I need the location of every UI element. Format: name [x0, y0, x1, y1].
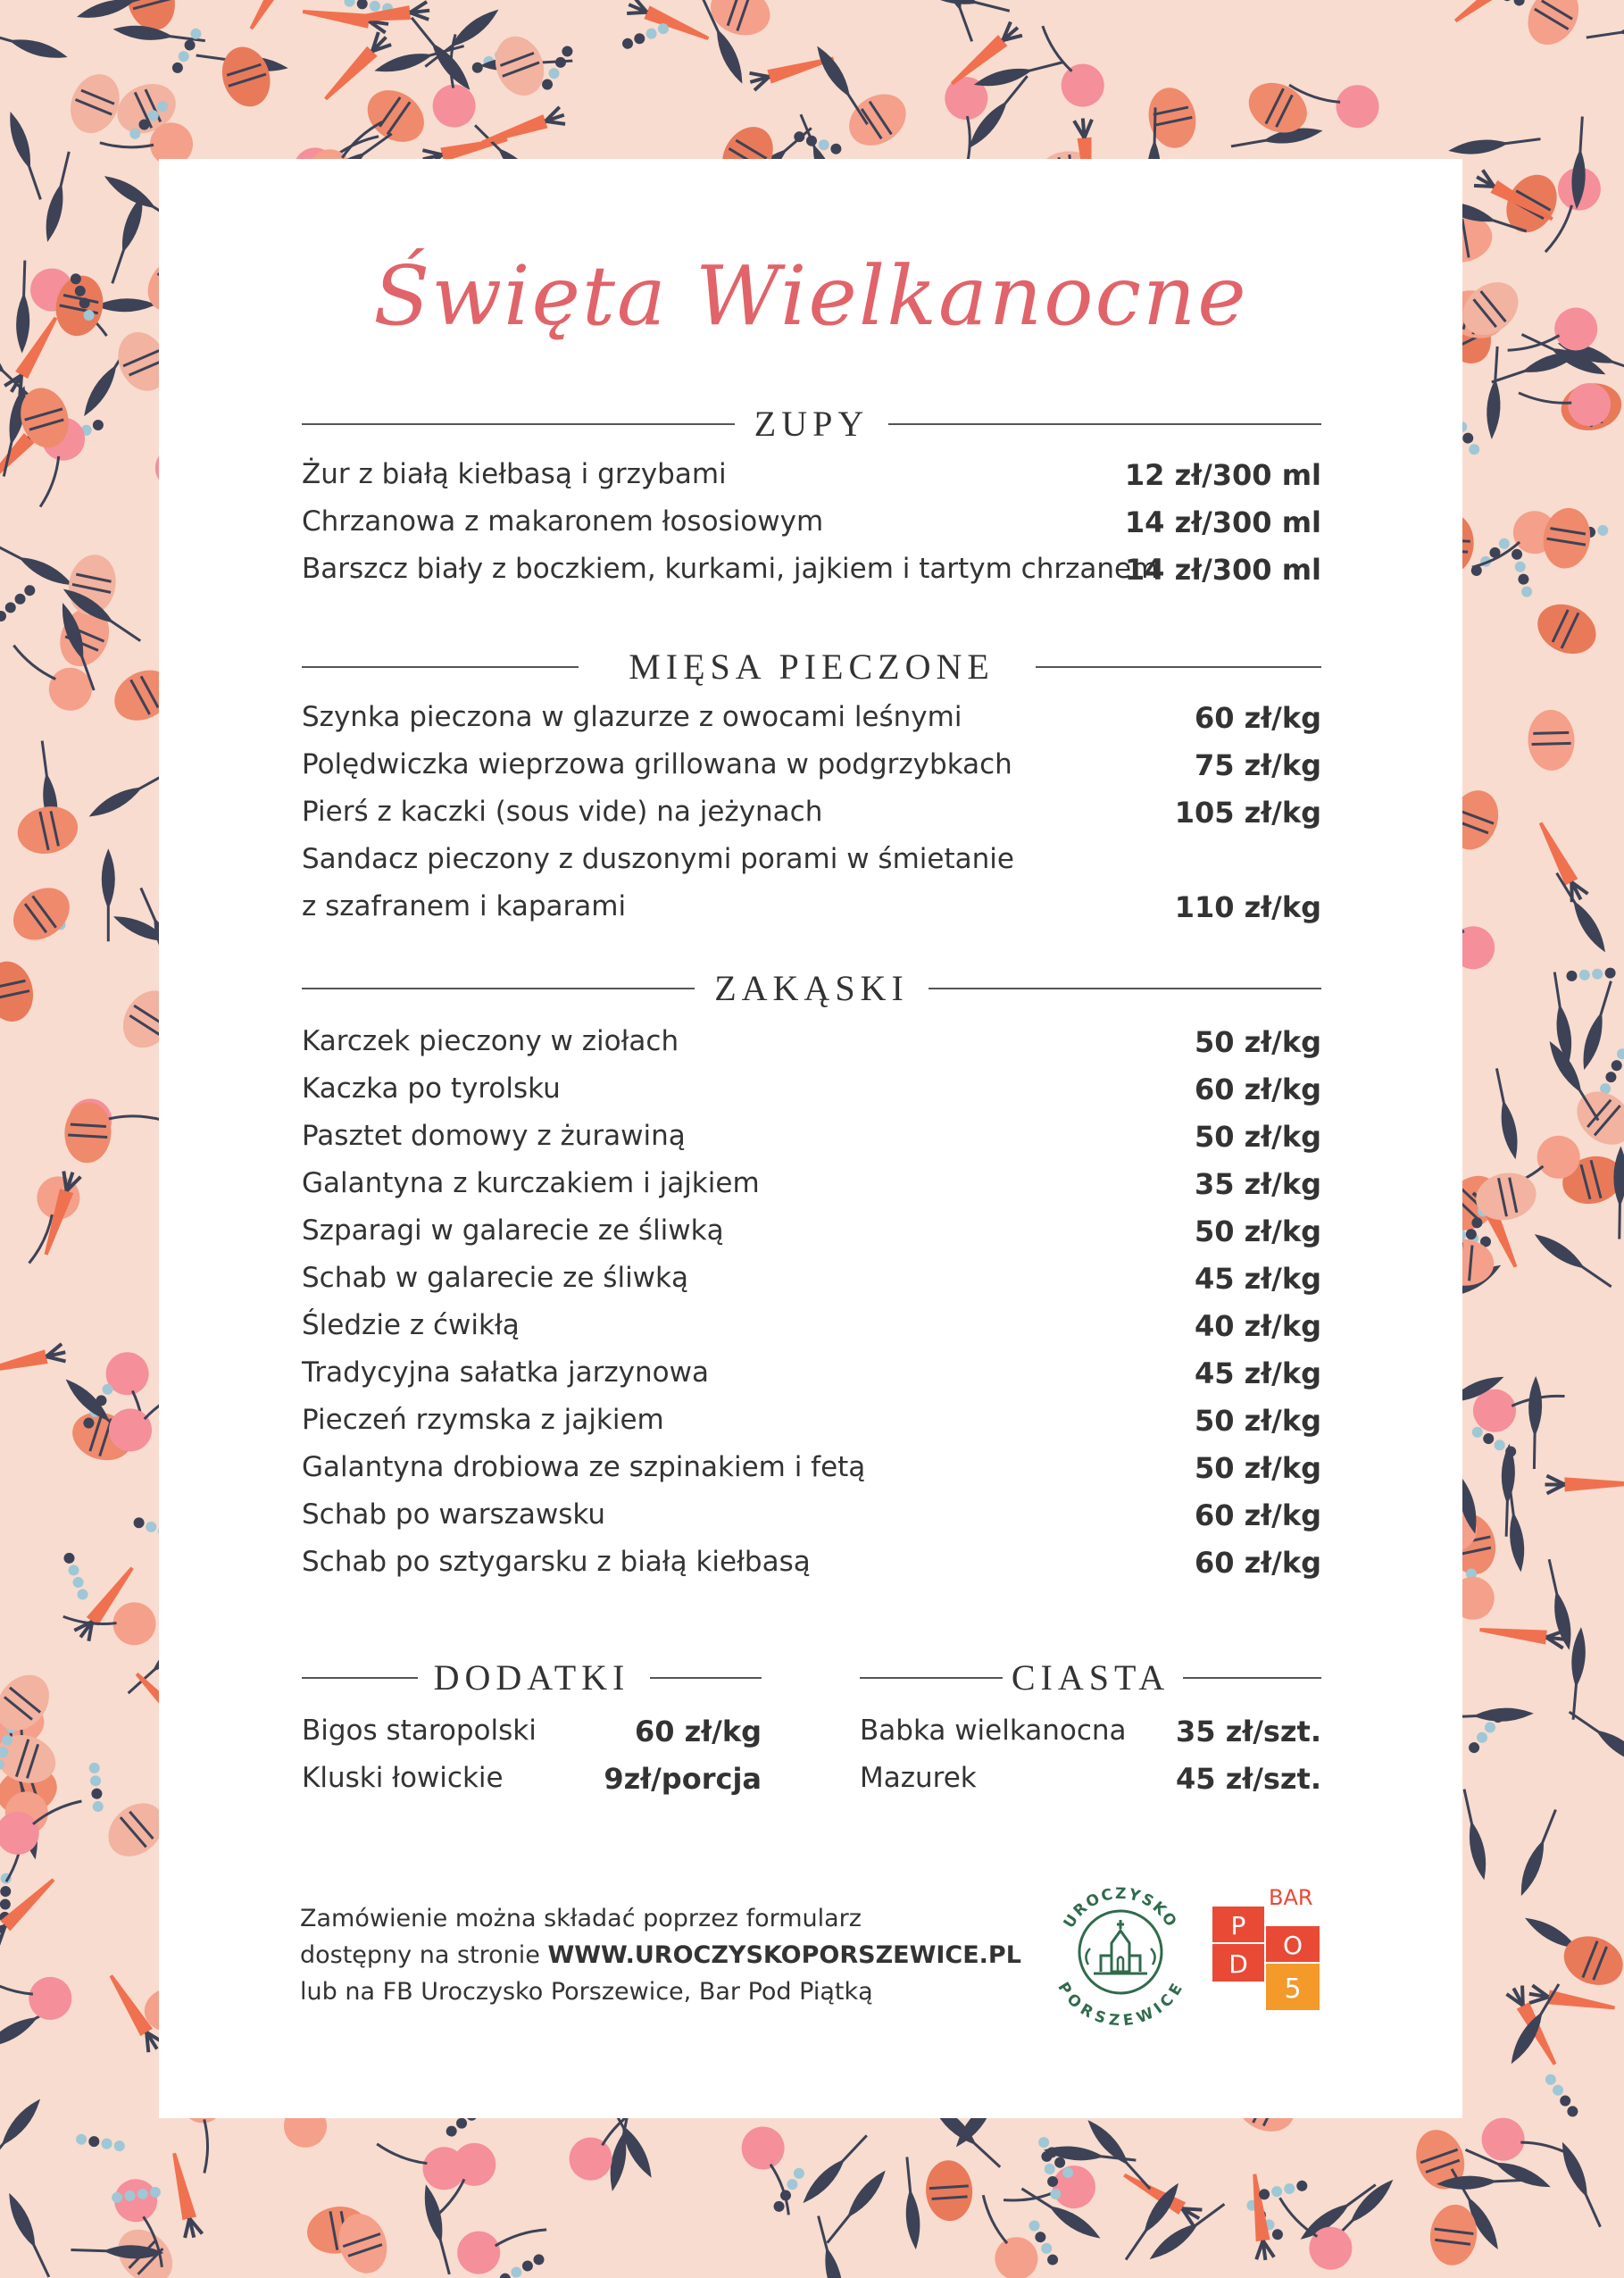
- section-zupy: [302, 405, 1321, 619]
- menu-item: [302, 890, 1321, 935]
- menu-item: [302, 505, 1321, 550]
- item-name: Galantyna drobiowa ze szpinakiem i fetą: [302, 1451, 866, 1483]
- svg-text:P: P: [1230, 1911, 1246, 1940]
- menu-item: [302, 1404, 1321, 1448]
- item-price: 50 zł/kg: [1194, 1404, 1321, 1438]
- item-price: 40 zł/kg: [1194, 1309, 1321, 1343]
- item-price: 60 zł/kg: [1194, 1072, 1321, 1106]
- menu-item: [302, 843, 1321, 888]
- menu-item: [302, 1120, 1321, 1164]
- item-price: 110 zł/kg: [1174, 890, 1321, 924]
- item-name: Schab po sztygarsku z białą kiełbasą: [302, 1546, 811, 1578]
- menu-item: [302, 1546, 1321, 1590]
- menu-item: [302, 1715, 762, 1759]
- item-name: Szynka pieczona w glazurze z owocami leśnymi: [302, 701, 962, 733]
- item-price: 50 zł/kg: [1194, 1025, 1321, 1059]
- item-price: 60 zł/kg: [634, 1715, 762, 1748]
- menu-item: [860, 1762, 1321, 1807]
- menu-item: [302, 1072, 1321, 1117]
- svg-text:PORSZEWICE: PORSZEWICE: [1054, 1979, 1187, 2025]
- menu-card: [159, 159, 1462, 2118]
- order-info-line: lub na FB Uroczysko Porszewice, Bar Pod Piątką: [300, 1978, 873, 2006]
- item-price: 35 zł/szt.: [1176, 1715, 1321, 1748]
- section-header: [860, 1657, 1321, 1698]
- menu-item: [302, 553, 1321, 597]
- item-name: Kluski łowickie: [302, 1762, 504, 1794]
- section-header: [302, 647, 1321, 687]
- item-name: Bigos staropolski: [302, 1715, 537, 1747]
- section-header: [302, 1657, 762, 1698]
- item-price: 60 zł/kg: [1194, 701, 1321, 735]
- menu-item: [302, 1214, 1321, 1259]
- section-header: [302, 968, 1321, 1008]
- item-name: Tradycyjna sałatka jarzynowa: [302, 1356, 709, 1389]
- item-name: Śledzie z ćwikłą: [302, 1309, 520, 1341]
- menu-title: Święta Wielkanocne: [373, 248, 1248, 344]
- item-name: Kaczka po tyrolsku: [302, 1072, 561, 1105]
- menu-item: [302, 1451, 1321, 1496]
- svg-text:BAR: BAR: [1269, 1887, 1313, 1910]
- section-dodatki: [302, 1658, 762, 1810]
- section-title: CIASTA: [1011, 1657, 1170, 1698]
- section-title: ZAKĄSKI: [714, 968, 909, 1008]
- item-name: Schab w galarecie ze śliwką: [302, 1262, 688, 1294]
- item-price: 105 zł/kg: [1174, 796, 1321, 830]
- item-name: Pierś z kaczki (sous vide) na jeżynach: [302, 796, 823, 828]
- item-name: Mazurek: [860, 1762, 977, 1794]
- menu-item: [302, 748, 1321, 793]
- order-info-line: [300, 1937, 1021, 1973]
- item-price: 50 zł/kg: [1194, 1214, 1321, 1248]
- bar-pod-piatka-logo: [1212, 1887, 1320, 2021]
- menu-item: [302, 1262, 1321, 1306]
- menu-item: [302, 796, 1321, 840]
- order-info-line: Zamówienie można składać poprzez formularz: [300, 1905, 862, 1932]
- section-title: ZUPY: [754, 404, 870, 444]
- item-name: z szafranem i kaparami: [302, 890, 627, 922]
- item-price: 45 zł/szt.: [1176, 1762, 1321, 1796]
- menu-item: [302, 458, 1321, 503]
- item-price: 9zł/porcja: [604, 1762, 762, 1796]
- item-price: 50 zł/kg: [1194, 1451, 1321, 1485]
- item-name: Pasztet domowy z żurawiną: [302, 1120, 686, 1152]
- section-zakaski: [302, 969, 1321, 1612]
- svg-text:5: 5: [1284, 1973, 1302, 2005]
- menu-item: [302, 1309, 1321, 1354]
- item-price: 60 zł/kg: [1194, 1498, 1321, 1532]
- item-name: Polędwiczka wieprzowa grillowana w podgrzybkach: [302, 748, 1012, 780]
- menu-item: [302, 701, 1321, 746]
- item-price: 45 zł/kg: [1194, 1262, 1321, 1296]
- item-price: 12 zł/300 ml: [1124, 458, 1321, 492]
- section-header: [302, 404, 1321, 444]
- item-name: Szparagi w galarecie ze śliwką: [302, 1214, 724, 1247]
- item-name: Żur z białą kiełbasą i grzybami: [302, 458, 727, 490]
- svg-text:D: D: [1228, 1949, 1248, 1979]
- item-price: 75 zł/kg: [1194, 748, 1321, 782]
- item-name: Barszcz biały z boczkiem, kurkami, jajkiem i tartym chrzanem: [302, 553, 1159, 585]
- website-link[interactable]: WWW.UROCZYSKOPORSZEWICE.PL: [547, 1941, 1021, 1969]
- menu-item: [302, 1167, 1321, 1212]
- item-name: Galantyna z kurczakiem i jajkiem: [302, 1167, 760, 1199]
- section-ciasta: [860, 1658, 1321, 1810]
- menu-item: [302, 1498, 1321, 1543]
- item-name: Schab po warszawsku: [302, 1498, 606, 1531]
- svg-text:O: O: [1282, 1931, 1303, 1960]
- item-name: Pieczeń rzymska z jajkiem: [302, 1404, 664, 1436]
- item-price: 60 zł/kg: [1194, 1546, 1321, 1580]
- item-name: Sandacz pieczony z duszonymi porami w śmietanie: [302, 843, 1014, 875]
- item-price: 50 zł/kg: [1194, 1120, 1321, 1154]
- item-price: 45 zł/kg: [1194, 1356, 1321, 1390]
- order-info-text: dostępny na stronie: [300, 1941, 548, 1969]
- item-name: Babka wielkanocna: [860, 1715, 1127, 1747]
- section-miesa: [302, 647, 1321, 942]
- menu-item: [302, 1025, 1321, 1070]
- item-price: 35 zł/kg: [1194, 1167, 1321, 1201]
- item-price: 14 zł/300 ml: [1124, 505, 1321, 539]
- item-name: Chrzanowa z makaronem łososiowym: [302, 505, 824, 538]
- menu-item: [302, 1356, 1321, 1401]
- section-title: DODATKI: [433, 1657, 630, 1698]
- section-title: MIĘSA PIECZONE: [629, 647, 995, 687]
- order-info: [300, 1900, 1021, 2010]
- item-price: 14 zł/300 ml: [1124, 553, 1321, 587]
- item-name: Karczek pieczony w ziołach: [302, 1025, 679, 1057]
- menu-item: [860, 1715, 1321, 1759]
- menu-item: [302, 1762, 762, 1807]
- svg-text:UROCZYSKO: UROCZYSKO: [1060, 1884, 1181, 1932]
- uroczysko-logo: [1047, 1873, 1195, 2025]
